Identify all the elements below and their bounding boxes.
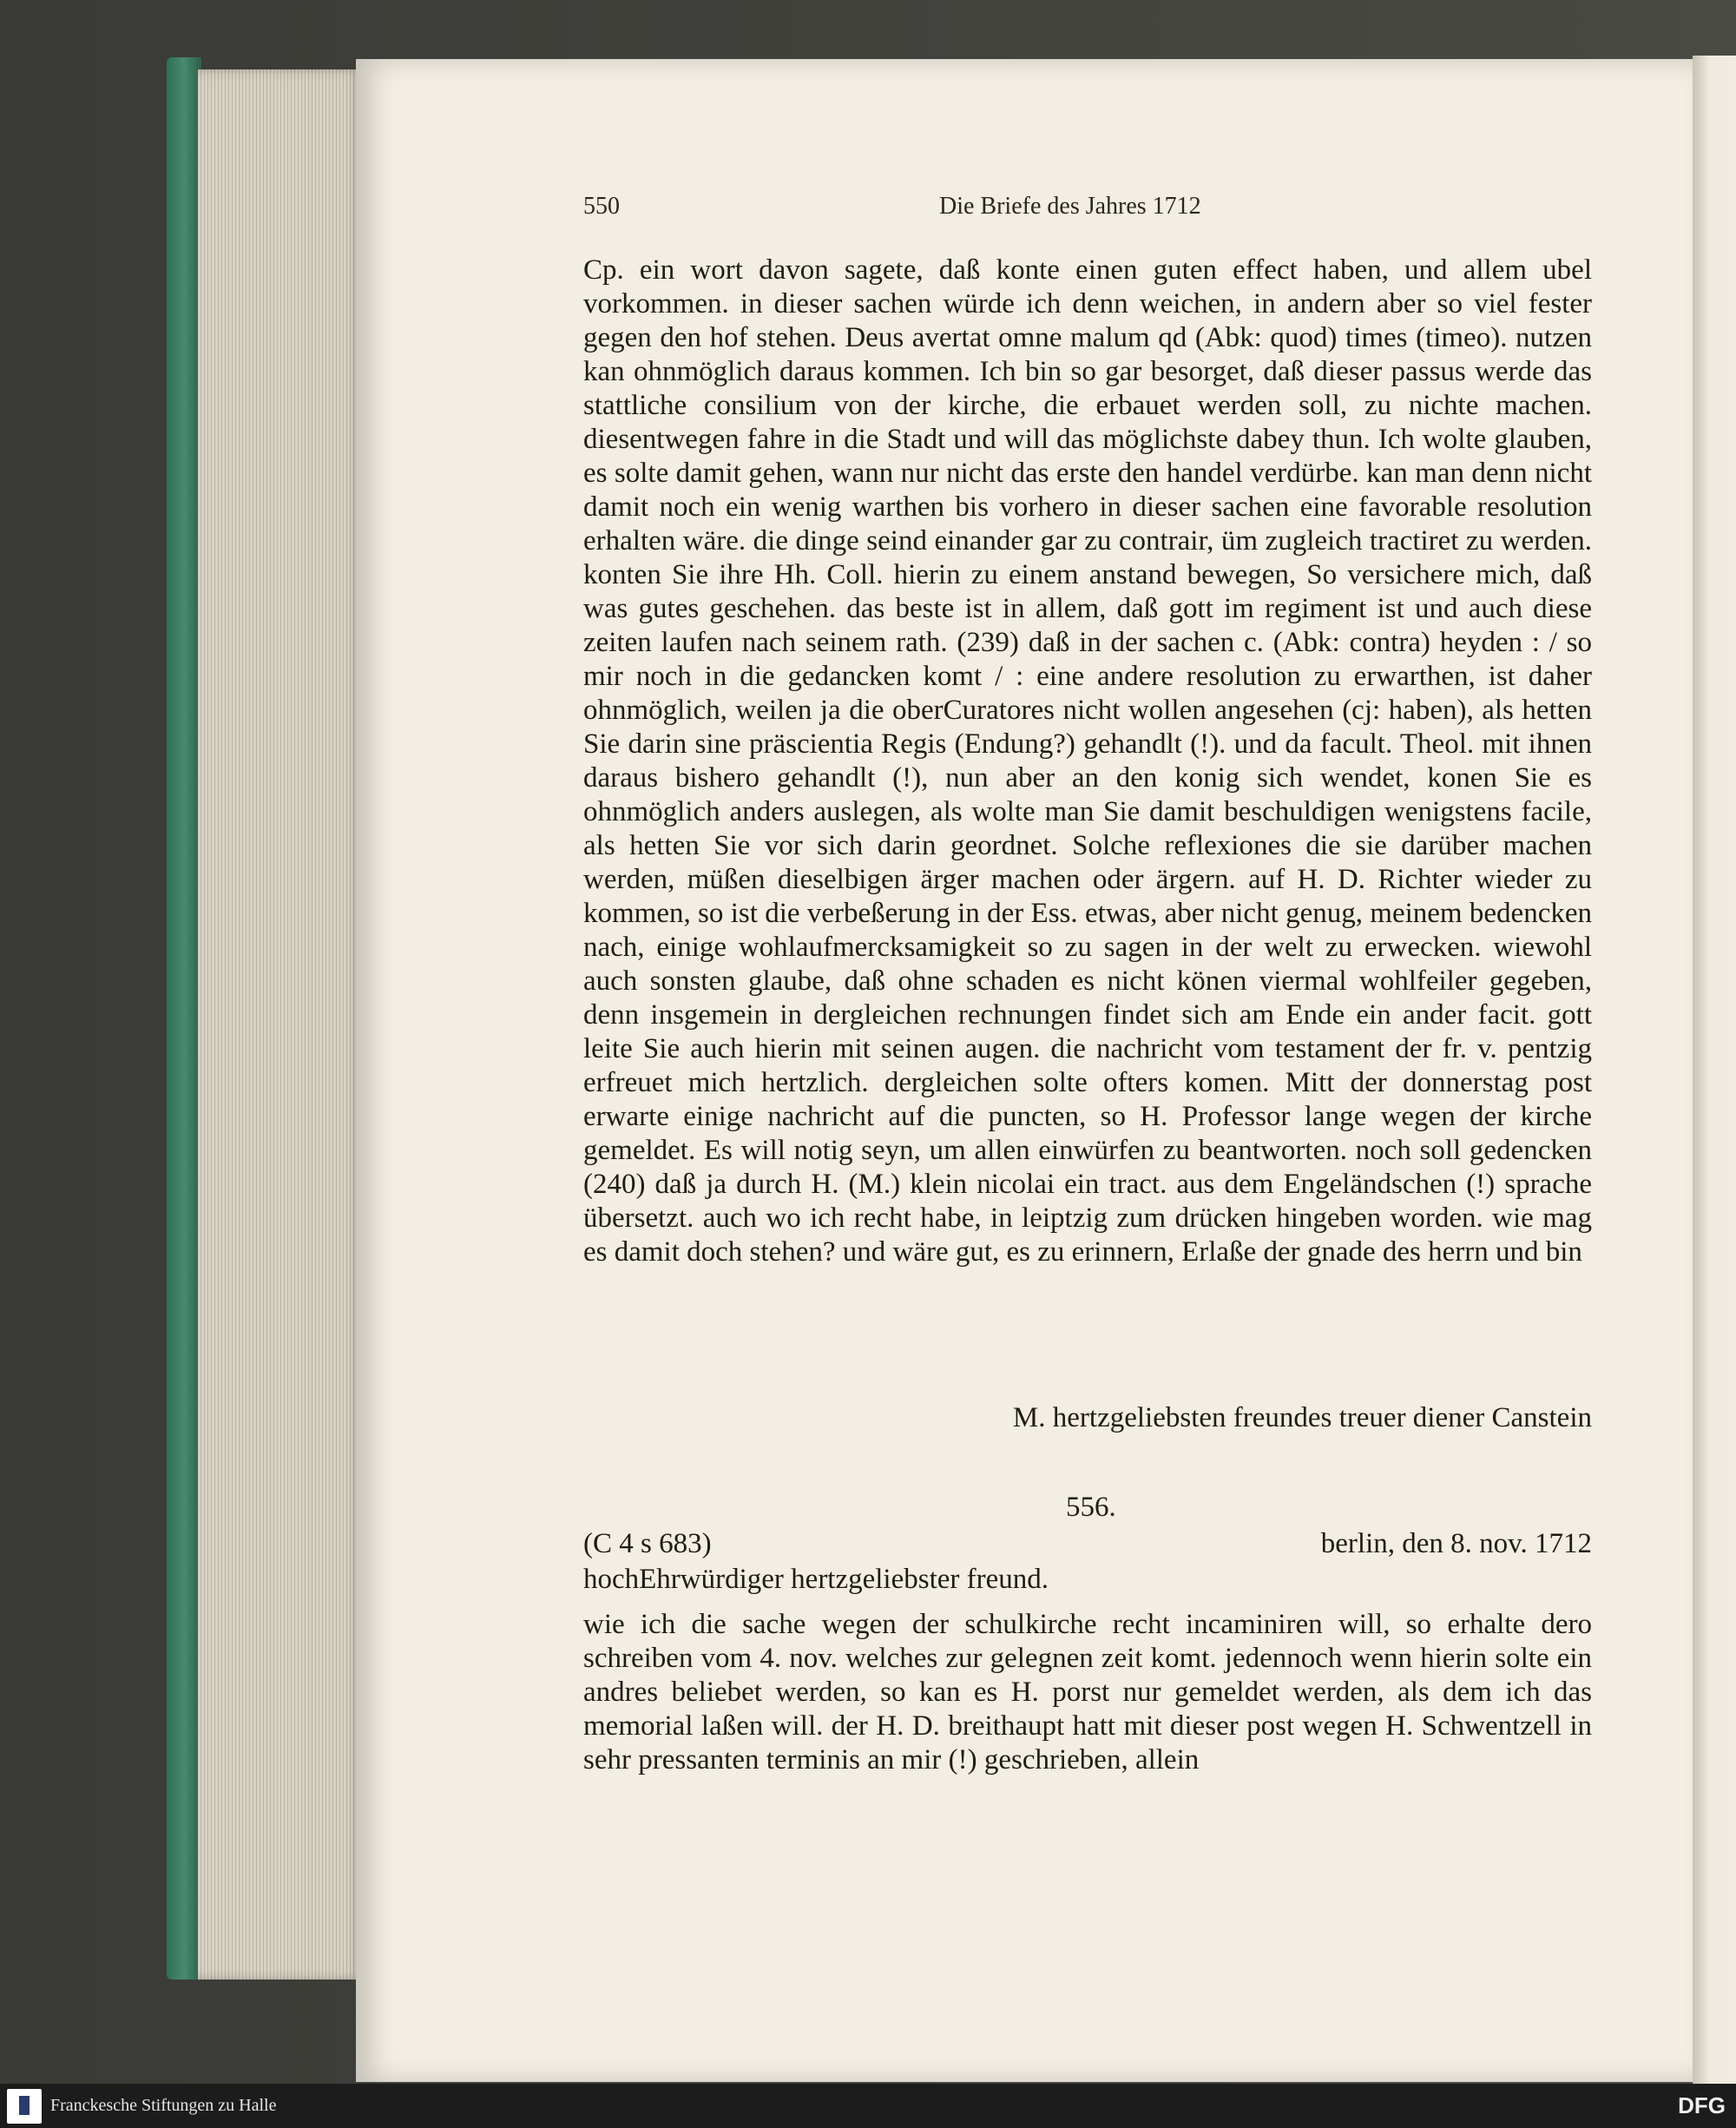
running-title: Die Briefe des Jahres 1712 bbox=[939, 193, 1201, 220]
closing-signature: M. hertzgeliebsten freundes treuer diener Canstein bbox=[1012, 1402, 1592, 1433]
facing-page-edge bbox=[1693, 56, 1736, 2084]
letter-salutation: hochEhrwürdiger hertzgeliebster freund. bbox=[583, 1564, 1049, 1595]
letter-556-body: wie ich die sache wegen der schulkirche recht incaminiren will, so erhalte dero schreiben vom 4. nov. welches zur gelegnen zeit komt. jedennoch wenn hierin solte ein andres beliebet werden, so kan es H. porst nur gemeldet werden, als dem ich das memorial laßen will. der H. D. breithaupt hatt mit dieser post wegen H. Schwentzell in sehr pressanten terminis an mir (!) geschrieben, allein bbox=[583, 1609, 1592, 1776]
institution-name[interactable]: Franckesche Stiftungen zu Halle bbox=[50, 2096, 277, 2115]
page-stack-edges bbox=[198, 69, 363, 1980]
letter-heading bbox=[583, 1528, 1592, 1563]
dfg-logo: DFG bbox=[1678, 2092, 1726, 2118]
letter-number: 556. bbox=[1066, 1492, 1116, 1523]
letter-place-date: berlin, den 8. nov. 1712 bbox=[1320, 1528, 1592, 1559]
letter-source-reference: (C 4 s 683) bbox=[583, 1528, 712, 1559]
letter-555-body: Cp. ein wort davon sagete, daß konte einen guten effect haben, und allem ubel vorkommen. in dieser sachen würde ich denn weichen, in andern aber so viel fester gegen den hof stehen. Deus avertat omne malum qd (Abk: quod) times (timeo). nutzen kan ohnmöglich daraus kommen. Ich bin so gar besorget, daß dieser passus werde das stattliche consilium von der kirche, die erbauet werden soll, zu nichte machen. diesentwegen fahre in die Stadt und will das möglichste dabey thun. Ich wolte glauben, es solte damit gehen, wann nur nicht das erste den handel verdürbe. kan man denn nicht damit noch ein wenig warthen bis vorhero in dieser sachen eine favorable resolution erhalten wäre. die dinge seind einander gar zu contrair, üm zugleich tractiret zu werden. konten Sie ihre Hh. Coll. hierin zu einem anstand bewegen, So versichere mich, daß was gutes geschehen. das beste ist in allem, daß gott im regiment ist und auch diese zeiten laufen nach seinem rath. (239) daß in der sachen c. (Abk: contra) heyden : / so mir noch in die gedancken komt / : eine andere resolution zu erwarthen, ist daher ohnmöglich, weilen ja die oberCuratores nicht wollen angesehen (cj: haben), als hetten Sie darin sine präscientia Regis (Endung?) gehandlt (!). und da facult. Theol. mit ihnen daraus bishero gehandlt (!), nun aber an den konig sich wendet, konen Sie es ohnmöglich anders auslegen, als wolte man Sie damit beschuldigen wenigstens facile, als hetten Sie vor sich darin geordnet. Solche reflexiones die sie darüber machen werden, müßen dieselbigen ärger machen oder ärgern. auf H. D. Richter wieder zu kommen, so ist die verbeßerung in der Ess. etwas, aber nicht genug, meinem bedencken nach, einige wohlaufmercksamigkeit so zu sagen in der welt zu erwecken. wiewohl auch sonsten glaube, daß ohne schaden es nicht könen viermal wohlfeiler gegeben, denn insgemein in dergleichen rechnungen findet sich am Ende ein ander facit. gott leite Sie auch hierin mit seinen augen. die nachricht vom testament der fr. v. pentzig erfreuet mich hertzlich. dergleichen solte ofters komen. Mitt der donnerstag post erwarte einige nachricht auf die puncten, so H. Professor lange wegen der kirche gemeldet. Es will notig seyn, um allen einwürfen zu beantworten. noch soll gedencken (240) daß ja durch H. (M.) klein nicolai ein tract. aus dem Engeländschen (!) sprache übersetzt. auch wo ich recht habe, in leiptzig zum drücken hingeben worden. wie mag es damit doch stehen? und wäre gut, es zu erinnern, Erlaße der gnade des herrn und bin bbox=[583, 254, 1592, 1268]
page-header bbox=[583, 193, 1215, 233]
book-cover-edge bbox=[167, 57, 201, 1980]
page-number: 550 bbox=[583, 193, 620, 220]
viewer-footer-bar bbox=[0, 2084, 1736, 2128]
institution-logo-icon bbox=[7, 2089, 42, 2124]
